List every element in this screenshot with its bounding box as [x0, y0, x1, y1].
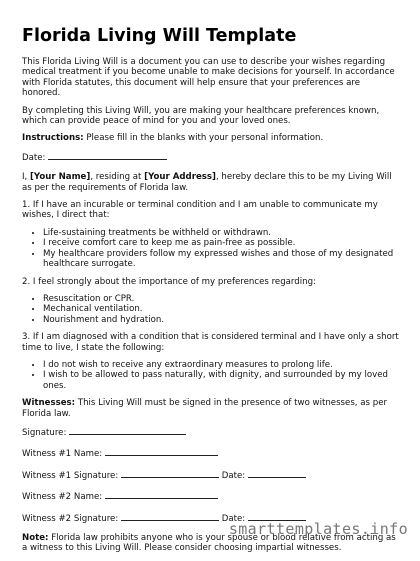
note-text: Florida law prohibits anyone who is your spouse or blood relative from acting as a witness to this Living Will. Please consider choosing impartial witnesses. [22, 533, 396, 554]
witness-1-name-blank[interactable] [105, 447, 218, 456]
your-name-placeholder: [Your Name] [30, 172, 91, 183]
witness-2-signature-blank[interactable] [121, 512, 219, 521]
intro-paragraph-1: This Florida Living Will is a document you can use to describe your wishes regarding medical treatment if you become unable to make decisions for yourself. In accordance with Florida statutes, this document will help ensure that your preferences are honored. [22, 57, 395, 99]
list-item: • Resuscitation or CPR. [43, 294, 400, 304]
declaration-pre: I, [22, 172, 30, 183]
instructions-label: Instructions: [22, 133, 84, 144]
declaration-post: , hereby declare this to be my Living Will as per the requirements of Florida law. [22, 172, 392, 193]
date-label: Date: [22, 152, 46, 163]
list-item: • Nourishment and hydration. [43, 315, 400, 325]
witnesses-label: Witnesses: [22, 398, 76, 409]
section-3-text: 3. If I am diagnosed with a condition that is considered terminal and I have only a short time to live, I state the following: [22, 332, 399, 353]
witness-2-name-row [22, 490, 400, 502]
witness-1-signature-blank[interactable] [121, 469, 219, 478]
list-item: • I receive comfort care to keep me as pain-free as possible. [43, 238, 400, 248]
witness-1-name-label: Witness #1 Name: [22, 449, 103, 460]
date-field-row [22, 151, 400, 163]
section-1-text: 1. If I have an incurable or terminal condition and I am unable to communicate my wishes, I direct that: [22, 200, 378, 221]
witness-1-date-label: Date: [221, 470, 246, 481]
declaration-mid: , residing at [90, 172, 145, 183]
witness-1-signature-label: Witness #1 Signature: [22, 470, 119, 481]
document-title: Florida Living Will Template [22, 26, 297, 46]
witness-2-signature-label: Witness #2 Signature: [22, 513, 119, 524]
signature-blank[interactable] [69, 426, 186, 435]
list-item: • I wish to be allowed to pass naturally, with dignity, and surrounded by my loved ones. [43, 370, 400, 391]
list-item: • My healthcare providers follow my expressed wishes and those of my designated healthcare surrogate. [43, 249, 400, 270]
section-1-list [22, 228, 400, 270]
your-address-placeholder: [Your Address] [144, 172, 216, 183]
declaration-paragraph [22, 172, 400, 193]
witness-2-name-blank[interactable] [105, 490, 218, 499]
list-item: • Mechanical ventilation. [43, 304, 400, 314]
note-label: Note: [22, 533, 49, 543]
witness-1-signature-row [22, 469, 400, 481]
signature-row [22, 426, 400, 438]
intro-paragraph-2: By completing this Living Will, you are making your healthcare preferences known, which can provide peace of mind for you and your loved ones. [22, 105, 380, 127]
witness-2-date-label: Date: [221, 513, 246, 524]
instructions-paragraph [22, 133, 400, 143]
witnesses-text: This Living Will must be signed in the presence of two witnesses, as per Florida law. [22, 398, 388, 419]
signature-label: Signature: [22, 427, 67, 438]
witness-1-date-blank[interactable] [248, 469, 306, 478]
section-2-list [22, 294, 400, 325]
section-2-text: 2. I feel strongly about the importance of my preferences regarding: [22, 276, 316, 287]
list-item: • Life-sustaining treatments be withheld or withdrawn. [43, 228, 400, 238]
instructions-text: Please fill in the blanks with your personal information. [83, 133, 324, 144]
date-blank[interactable] [48, 151, 167, 160]
witnesses-paragraph [22, 398, 400, 419]
section-3-list [22, 360, 400, 391]
document [22, 26, 400, 561]
witness-1-name-row [22, 447, 400, 459]
watermark: smarttemplates.info [228, 520, 408, 538]
list-item: • I do not wish to receive any extraordinary measures to prolong life. [43, 360, 400, 370]
witness-2-name-label: Witness #2 Name: [22, 492, 103, 503]
